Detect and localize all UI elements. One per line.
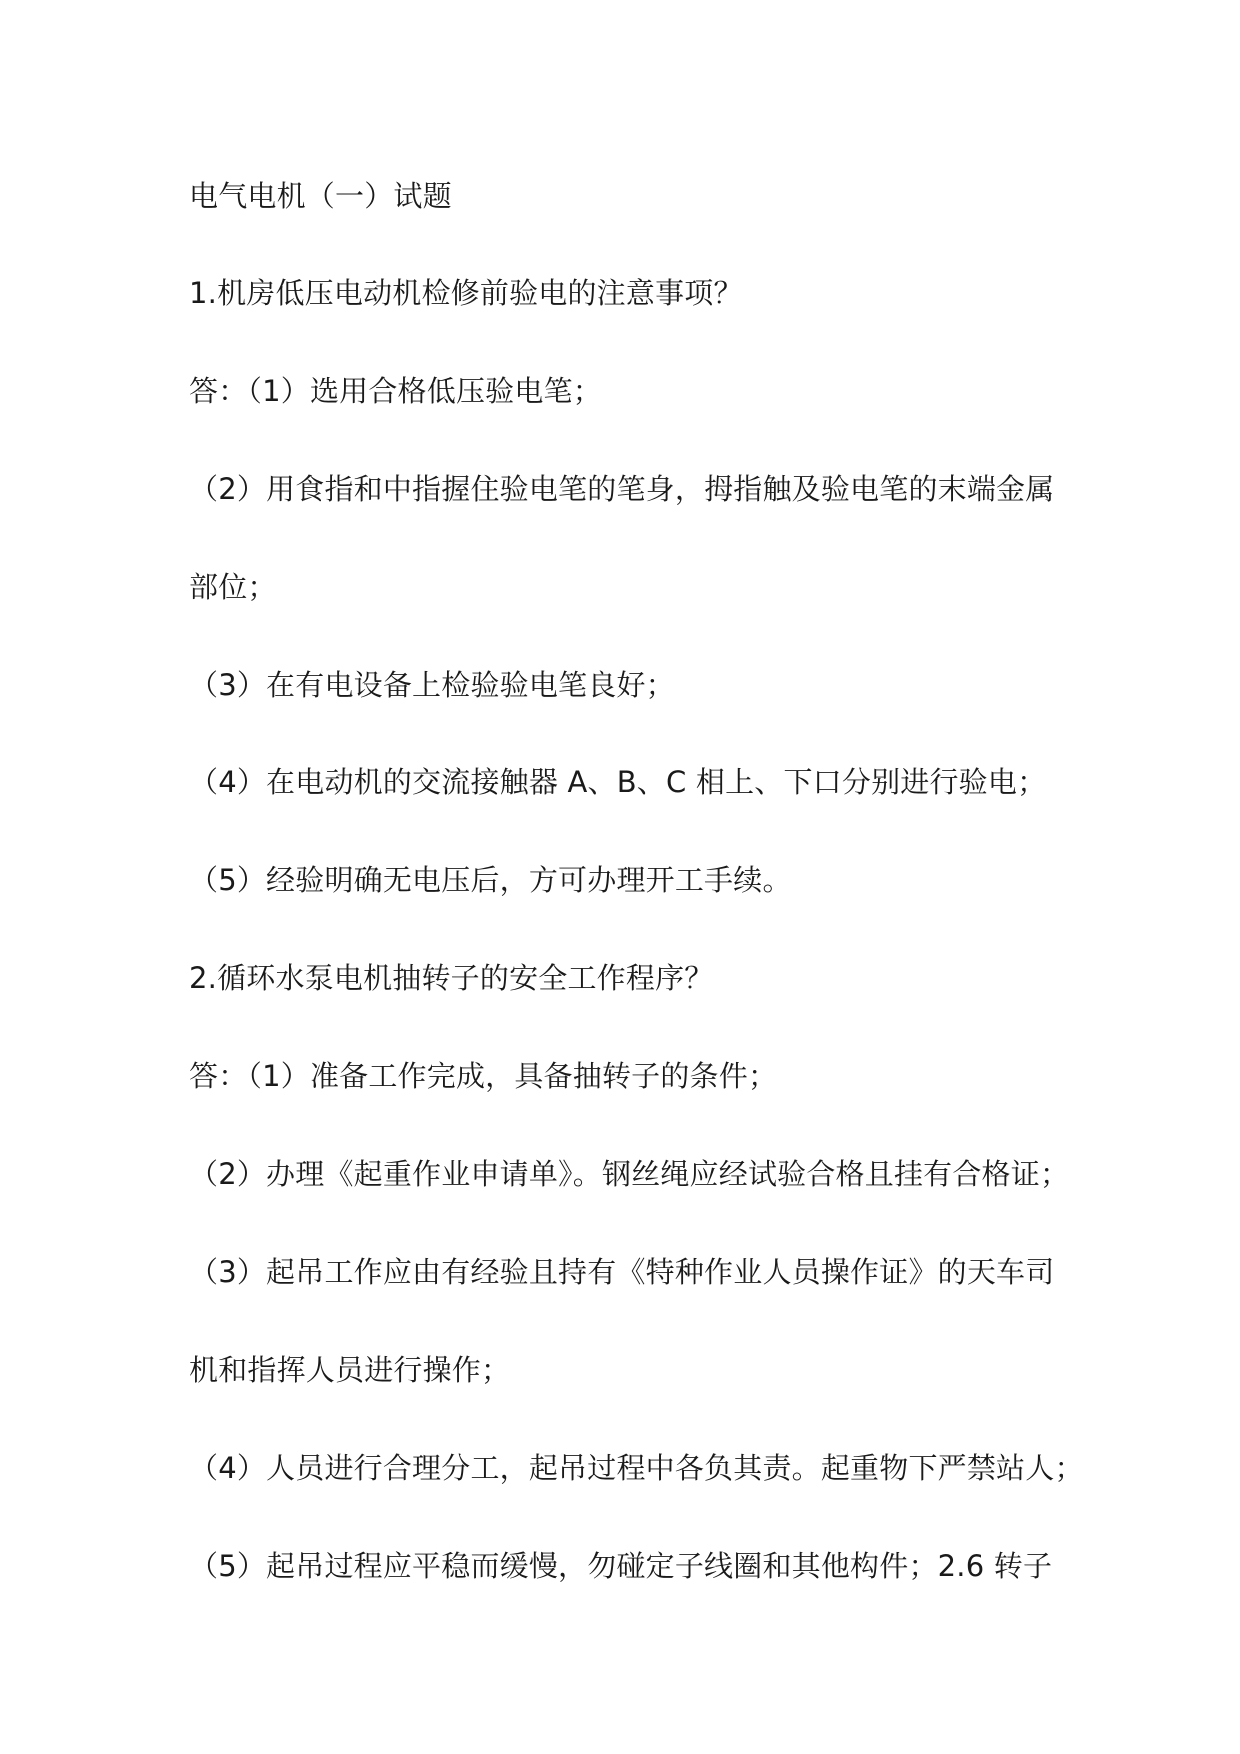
- question-1: 1.机房低压电动机检修前验电的注意事项？: [189, 276, 743, 310]
- answer-2-item-3-cont: 机和指挥人员进行操作；: [189, 1353, 511, 1387]
- answer-2-item-4: （4）人员进行合理分工，起吊过程中各负其责。起重物下严禁站人；: [189, 1451, 1084, 1485]
- answer-2-item-3: （3）起吊工作应由有经验且持有《特种作业人员操作证》的天车司: [189, 1255, 1055, 1289]
- answer-1-item-4: （4）在电动机的交流接触器 A、B、C 相上、下口分别进行验电；: [189, 765, 1047, 799]
- answer-2-item-5: （5）起吊过程应平稳而缓慢，勿碰定子线圈和其他构件；2.6 转子: [189, 1549, 1053, 1583]
- answer-1-item-5: （5）经验明确无电压后，方可办理开工手续。: [189, 863, 792, 897]
- answer-2-item-1: 答：（1）准备工作完成，具备抽转子的条件；: [189, 1059, 778, 1093]
- document-title: 电气电机（一）试题: [189, 179, 452, 213]
- answer-1-item-2: （2）用食指和中指握住验电笔的笔身，拇指触及验电笔的末端金属: [189, 472, 1055, 506]
- answer-1-item-1: 答：（1）选用合格低压验电笔；: [189, 374, 602, 408]
- question-2: 2.循环水泵电机抽转子的安全工作程序？: [189, 961, 714, 995]
- answer-1-item-3: （3）在有电设备上检验验电笔良好；: [189, 668, 675, 702]
- answer-2-item-2: （2）办理《起重作业申请单》。钢丝绳应经试验合格且挂有合格证；: [189, 1157, 1070, 1191]
- answer-1-item-2-cont: 部位；: [189, 570, 277, 604]
